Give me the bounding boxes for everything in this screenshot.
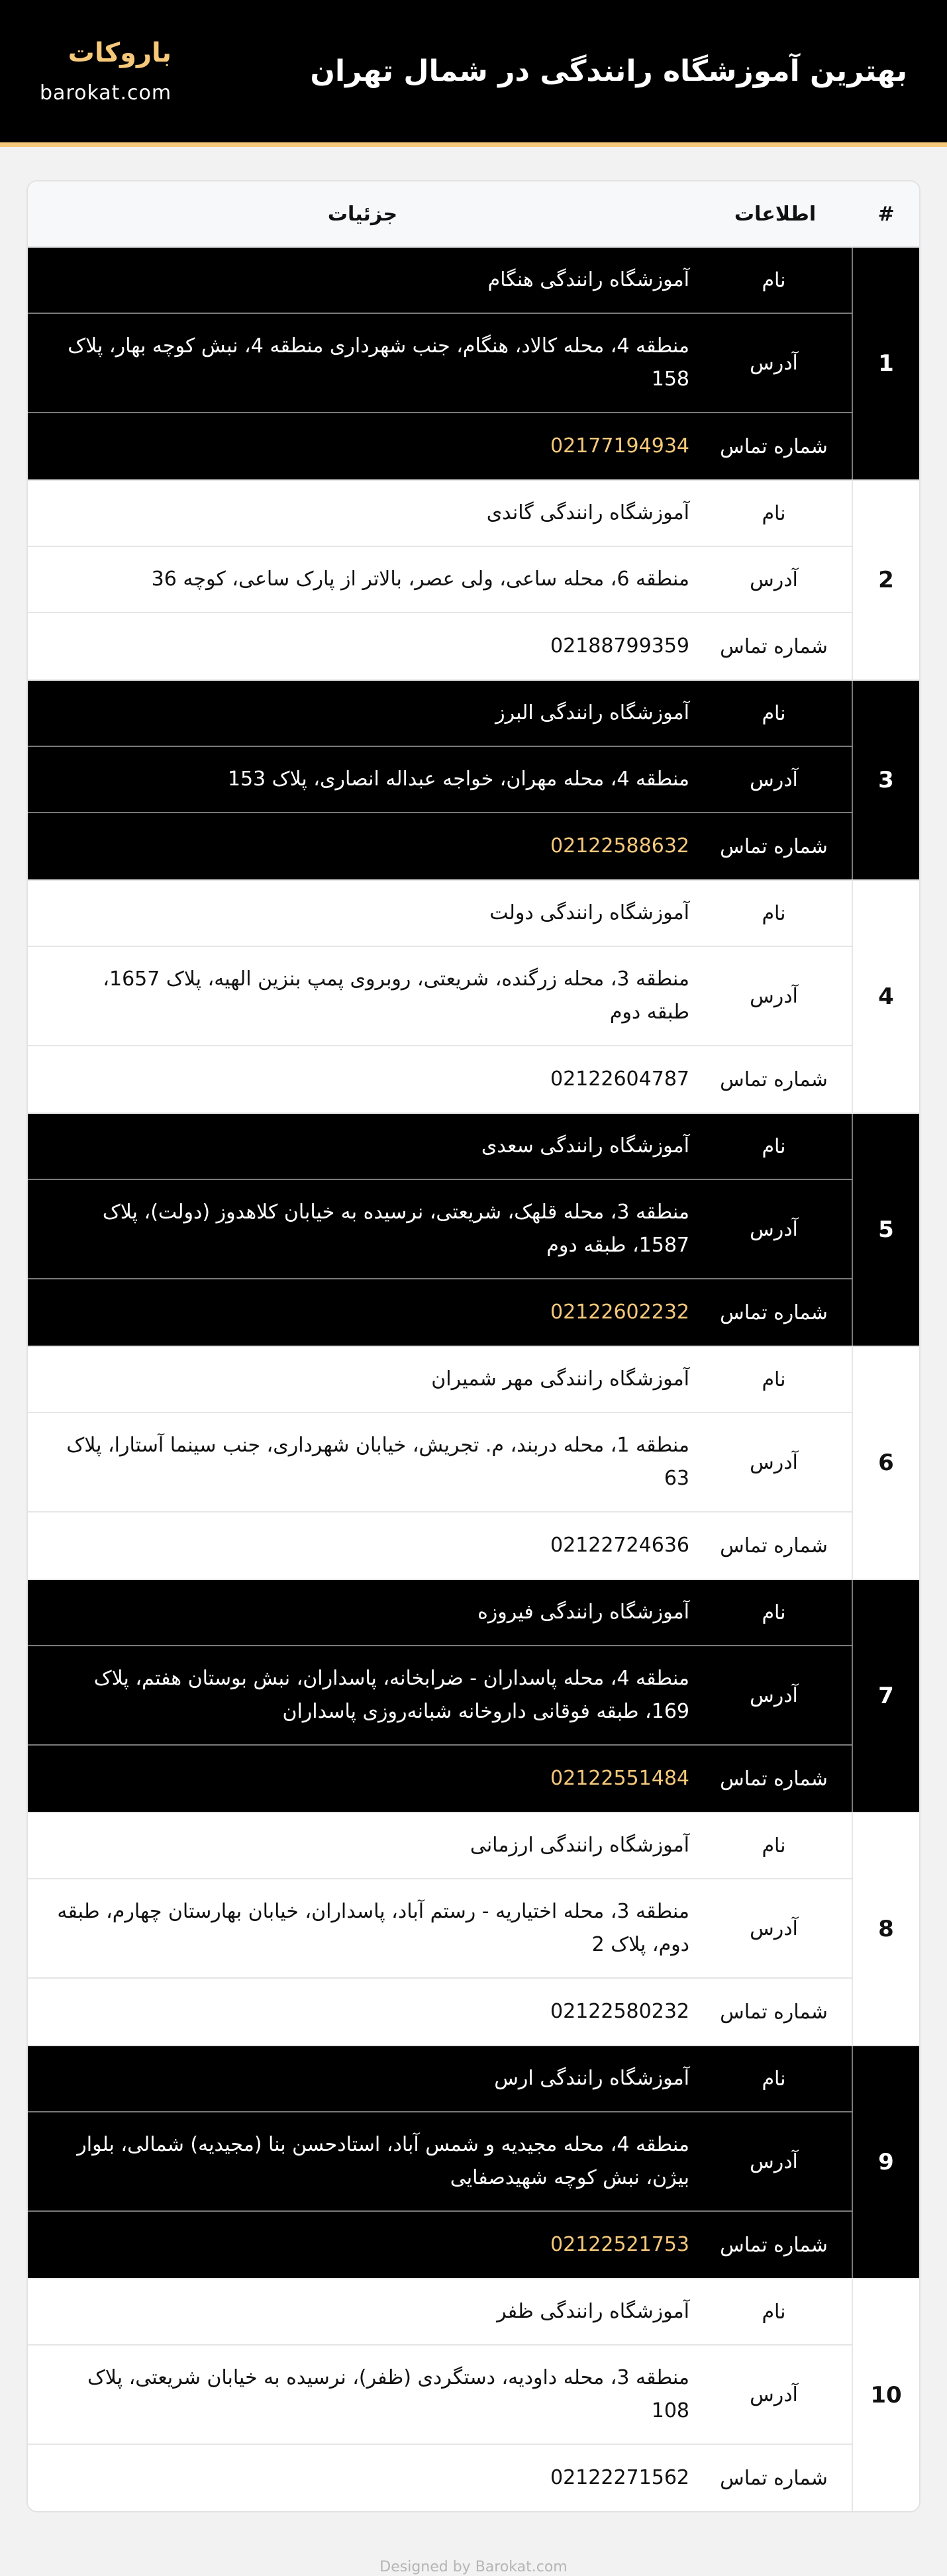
phone-label: شماره تماس <box>720 2233 828 2257</box>
school-name: آموزشگاه رانندگی مهر شمیران <box>431 1367 689 1391</box>
table-row <box>28 2045 919 2278</box>
school-phone[interactable]: 02122271562 <box>550 2466 689 2489</box>
school-address: منطقه 3، محله اختیاریه - رستم آباد، پاسداران، خیابان بهارستان چهارم، طبقه دوم، پلاک 2 <box>57 1900 689 1956</box>
phone-label: شماره تماس <box>720 1301 828 1324</box>
school-phone[interactable]: 02122604787 <box>550 1067 689 1091</box>
school-phone[interactable]: 02122551484 <box>550 1767 689 1790</box>
school-name: آموزشگاه رانندگی دولت <box>489 901 689 924</box>
table-row <box>28 1579 919 1812</box>
address-label: آدرس <box>750 2150 798 2173</box>
row-number: 9 <box>878 2149 894 2175</box>
table-row <box>28 1346 919 1579</box>
phone-label: شماره تماس <box>720 834 828 858</box>
address-label: آدرس <box>750 1683 798 1707</box>
school-name: آموزشگاه رانندگی گاندی <box>486 501 689 524</box>
row-number: 10 <box>870 2382 902 2408</box>
school-phone[interactable]: 02122602232 <box>550 1301 689 1324</box>
row-number: 1 <box>878 350 894 377</box>
row-number: 6 <box>878 1450 894 1476</box>
school-address: منطقه 4، محله کالاد، هنگام، جنب شهرداری منطقه 4، نبش کوچه بهار، پلاک 158 <box>68 334 689 391</box>
name-label: نام <box>762 701 786 725</box>
school-address: منطقه 4، محله مجیدیه و شمس آباد، استادحسن بنا (مجیدیه) شمالی، بلوار بیژن، نبش کوچه شهیدصفایی <box>77 2133 689 2189</box>
name-label: نام <box>762 1834 786 1858</box>
phone-label: شماره تماس <box>720 634 828 658</box>
name-label: نام <box>762 901 786 925</box>
name-label: نام <box>762 501 786 525</box>
school-name: آموزشگاه رانندگی سعدی <box>481 1134 689 1158</box>
header-details: جزئیات <box>327 202 398 226</box>
address-label: آدرس <box>750 768 798 791</box>
address-label: آدرس <box>750 2383 798 2406</box>
schools-table <box>26 180 921 2512</box>
phone-label: شماره تماس <box>720 2000 828 2024</box>
school-phone[interactable]: 02122724636 <box>550 1534 689 1557</box>
name-label: نام <box>762 1134 786 1158</box>
school-address: منطقه 4، محله پاسداران - ضرابخانه، پاسداران، نبش بوستان هفتم، پلاک 169، طبقه فوقانی داروخانه شبانه‌روزی پاسداران <box>93 1667 689 1723</box>
school-address: منطقه 3، محله داودیه، دستگردی (ظفر)، نرسیده به خیابان شریعتی، پلاک 108 <box>87 2366 689 2422</box>
phone-label: شماره تماس <box>720 1067 828 1091</box>
school-phone[interactable]: 02122521753 <box>550 2233 689 2256</box>
row-number: 5 <box>878 1216 894 1243</box>
address-label: آدرس <box>750 351 798 375</box>
brand-logo[interactable] <box>40 38 172 105</box>
school-phone[interactable]: 02122580232 <box>550 2000 689 2023</box>
table-row <box>28 1113 919 1346</box>
brand-domain: barokat.com <box>40 81 172 105</box>
school-phone[interactable]: 02122588632 <box>550 834 689 858</box>
name-label: نام <box>762 1601 786 1624</box>
table-row <box>28 248 919 479</box>
school-address: منطقه 1، محله دربند، م. تجریش، خیابان شهرداری، جنب سینما آستارا، پلاک 63 <box>66 1434 689 1490</box>
phone-label: شماره تماس <box>720 1767 828 1791</box>
address-label: آدرس <box>750 1450 798 1474</box>
row-number: 7 <box>878 1683 894 1709</box>
name-label: نام <box>762 2300 786 2324</box>
table-row <box>28 479 919 679</box>
site-header <box>0 0 947 147</box>
footer-credit[interactable]: Designed by Barokat.com <box>379 2559 568 2575</box>
school-address: منطقه 4، محله مهران، خواجه عبداله انصاری، پلاک 153 <box>227 768 689 791</box>
school-name: آموزشگاه رانندگی ارس <box>494 2067 689 2090</box>
school-name: آموزشگاه رانندگی فیروزه <box>477 1601 689 1624</box>
table-header <box>28 181 919 248</box>
school-phone[interactable]: 02177194934 <box>550 434 689 458</box>
school-address: منطقه 3، محله قلهک، شریعتی، نرسیده به خیابان کلاهدوز (دولت)، پلاک 1587، طبقه دوم <box>102 1201 689 1257</box>
page-title: بهترین آموزشگاه رانندگی در شمال تهران <box>310 54 907 88</box>
school-phone[interactable]: 02188799359 <box>550 634 689 658</box>
phone-label: شماره تماس <box>720 2466 828 2490</box>
school-name: آموزشگاه رانندگی ظفر <box>497 2300 689 2323</box>
address-label: آدرس <box>750 1217 798 1241</box>
table-row <box>28 2278 919 2511</box>
row-number: 8 <box>878 1916 894 1942</box>
address-label: آدرس <box>750 984 798 1008</box>
school-name: آموزشگاه رانندگی ارزمانی <box>470 1834 689 1857</box>
table-row <box>28 1812 919 2045</box>
brand-name: باروکات <box>68 38 172 68</box>
table-row <box>28 679 919 879</box>
address-label: آدرس <box>750 568 798 591</box>
school-address: منطقه 6، محله ساعی، ولی عصر، بالاتر از پارک ساعی، کوچه 36 <box>151 568 689 591</box>
address-label: آدرس <box>750 1916 798 1940</box>
name-label: نام <box>762 268 786 292</box>
phone-label: شماره تماس <box>720 1534 828 1558</box>
row-number: 4 <box>878 983 894 1010</box>
school-address: منطقه 3، محله زرگنده، شریعتی، روبروی پمپ بنزین الهیه، پلاک 1657، طبقه دوم <box>103 967 689 1024</box>
school-name: آموزشگاه رانندگی البرز <box>495 701 689 724</box>
header-info: اطلاعات <box>734 202 817 226</box>
header-num: # <box>877 202 895 226</box>
row-number: 3 <box>878 767 894 793</box>
name-label: نام <box>762 1367 786 1391</box>
school-name: آموزشگاه رانندگی هنگام <box>487 268 689 291</box>
row-number: 2 <box>878 567 894 593</box>
table-row <box>28 879 919 1113</box>
name-label: نام <box>762 2067 786 2091</box>
phone-label: شماره تماس <box>720 434 828 458</box>
